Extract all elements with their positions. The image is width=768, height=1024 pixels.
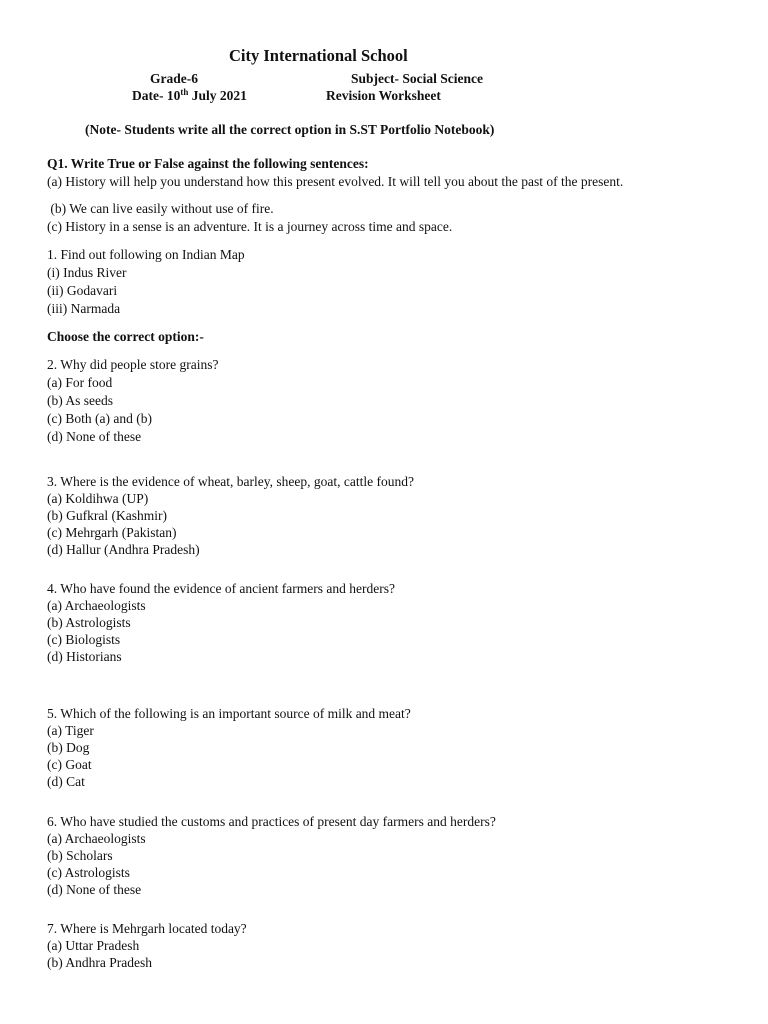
option: (d) None of these (47, 429, 142, 444)
option: (b) Andhra Pradesh (47, 955, 152, 970)
date-label: Date- 10th July 2021 (132, 87, 247, 103)
question-block (47, 920, 247, 971)
question-text: 6. Who have studied the customs and practices of present day farmers and herders? (47, 814, 496, 829)
question-text: 2. Why did people store grains? (47, 357, 219, 372)
map-question: 1. Find out following on Indian Map (47, 247, 245, 262)
option: (c) Astrologists (47, 865, 130, 880)
question-block (47, 356, 218, 446)
option: (c) Biologists (47, 632, 121, 647)
option: (d) Historians (47, 649, 122, 664)
option: (a) Tiger (47, 723, 94, 738)
q1-statement-a: (a) History will help you understand how this present evolved. It will tell you about the past of the present. (47, 174, 624, 189)
map-question-block (47, 246, 245, 318)
map-item: (i) Indus River (47, 265, 127, 280)
question-text: 4. Who have found the evidence of ancient farmers and herders? (47, 581, 395, 596)
grade-label: Grade-6 (150, 71, 198, 86)
option: (b) Astrologists (47, 615, 131, 630)
option: (a) Archaeologists (47, 598, 146, 613)
option: (d) None of these (47, 882, 142, 897)
question-text: 3. Where is the evidence of wheat, barley, sheep, goat, cattle found? (47, 474, 414, 489)
question-block (47, 473, 414, 558)
question-block (47, 580, 395, 665)
option: (a) For food (47, 375, 113, 390)
choose-heading: Choose the correct option:- (47, 329, 204, 344)
option: (b) As seeds (47, 393, 113, 408)
option: (c) Mehrgarh (Pakistan) (47, 525, 177, 540)
school-name: City International School (229, 46, 408, 65)
note-text: (Note- Students write all the correct option in S.ST Portfolio Notebook) (85, 122, 495, 137)
option: (d) Hallur (Andhra Pradesh) (47, 542, 200, 557)
worksheet-label: Revision Worksheet (326, 88, 441, 103)
option: (b) Gufkral (Kashmir) (47, 508, 167, 523)
question-block (47, 705, 411, 790)
option: (a) Koldihwa (UP) (47, 491, 149, 506)
q1-heading: Q1. Write True or False against the following sentences: (47, 156, 369, 171)
question-text: 7. Where is Mehrgarh located today? (47, 921, 247, 936)
question-text: 5. Which of the following is an important source of milk and meat? (47, 706, 411, 721)
q1-statement-b: (b) We can live easily without use of fire. (47, 201, 274, 216)
option: (c) Both (a) and (b) (47, 411, 152, 426)
option: (c) Goat (47, 757, 92, 772)
map-item: (ii) Godavari (47, 283, 118, 298)
subject-label: Subject- Social Science (351, 71, 483, 86)
option: (b) Dog (47, 740, 90, 755)
option: (a) Archaeologists (47, 831, 146, 846)
map-item: (iii) Narmada (47, 301, 121, 316)
option: (d) Cat (47, 774, 85, 789)
option: (b) Scholars (47, 848, 113, 863)
option: (a) Uttar Pradesh (47, 938, 140, 953)
q1-statement-c: (c) History in a sense is an adventure. It is a journey across time and space. (47, 219, 453, 234)
question-block (47, 813, 496, 898)
